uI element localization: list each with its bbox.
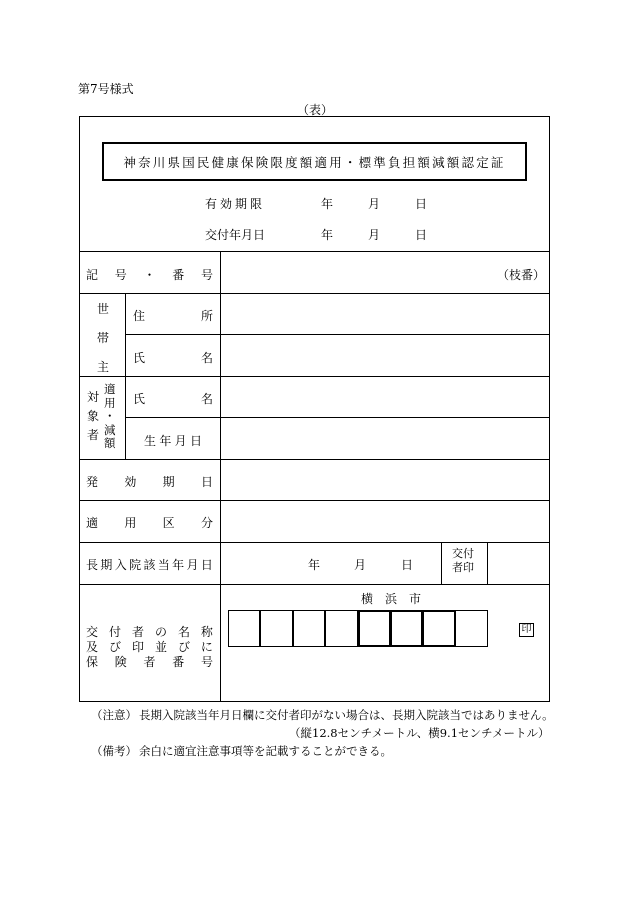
householder-char-3: 主 [97,360,110,374]
issue-month: 月 [368,228,381,242]
householder-char-1: 世 [97,302,110,316]
side-label: （表） [296,103,333,117]
insurer-number-digit[interactable] [358,610,391,647]
effective-date-field[interactable] [222,461,548,499]
insurer-number-digit[interactable] [455,610,488,647]
category-label: 適 用 区 分 [86,516,213,530]
size-note: （縦12.8センチメートル、横9.1センチメートル） [289,726,550,740]
birthdate-label: 生 年 月 日 [144,434,202,448]
issuer-line-3: 保 険 者 番 号 [86,655,213,669]
seal-mark-icon: 印 [519,623,534,637]
issuer-line-2: 及 び 印 並 び に [86,640,213,654]
insurer-number-digit[interactable] [325,610,358,647]
issuer-seal-field[interactable] [489,544,548,582]
validity-label: 有効期限 [205,197,266,211]
subject-group-left: 対 象 者 [87,390,100,442]
subject-group-right: 適 用 ・ 減 額 [104,382,116,450]
issue-year: 年 [321,228,334,242]
validity-month: 月 [368,197,381,211]
householder-name-field[interactable] [222,336,548,374]
address-label: 住 所 [133,309,213,323]
issue-date-label: 交付年月日 [205,228,266,242]
branch-number-label: （枝番） [497,268,546,282]
certificate-title: 神奈川県国民健康保険限度額適用・標準負担額減額認定証 [102,142,527,181]
issue-day: 日 [415,228,428,242]
issuer-line-1: 交 付 者 の 名 称 [86,625,213,639]
subject-name-field[interactable] [222,378,548,416]
validity-day: 日 [415,197,428,211]
insurer-number-digit[interactable] [228,610,260,647]
caution-label: （注意） [91,708,137,722]
city-label: 横 浜 市 [361,592,422,606]
remarks-label: （備考） [91,744,137,758]
householder-address-field[interactable] [222,295,548,333]
long-stay-month: 月 [354,558,367,572]
insurer-number-digit[interactable] [260,610,293,647]
long-stay-day: 日 [401,558,414,572]
subject-name-label: 氏 名 [133,392,213,406]
kigou-bangou-label: 記 号 ・ 番 号 [86,268,213,282]
householder-name-label: 氏 名 [133,351,213,365]
long-stay-date-label: 長 期 入 院 該 当 年 月 日 [86,558,213,572]
insurer-number-digit[interactable] [293,610,325,647]
remarks-text: 余白に適宜注意事項等を記載することができる。 [139,744,392,758]
long-stay-year: 年 [308,558,321,572]
kigou-bangou-field[interactable] [222,253,492,291]
caution-text: 長期入院該当年月日欄に交付者印がない場合は、長期入院該当ではありません。 [139,708,554,722]
form-number: 第7号様式 [78,82,134,96]
effective-date-label: 発 効 期 日 [86,475,213,489]
birthdate-field[interactable] [222,419,548,457]
validity-year: 年 [321,197,334,211]
issuer-seal-label: 交付 者印 [452,547,474,574]
category-field[interactable] [222,502,548,540]
insurer-number-digit[interactable] [390,610,423,647]
householder-char-2: 帯 [97,331,110,345]
insurer-number-digit[interactable] [422,610,456,647]
